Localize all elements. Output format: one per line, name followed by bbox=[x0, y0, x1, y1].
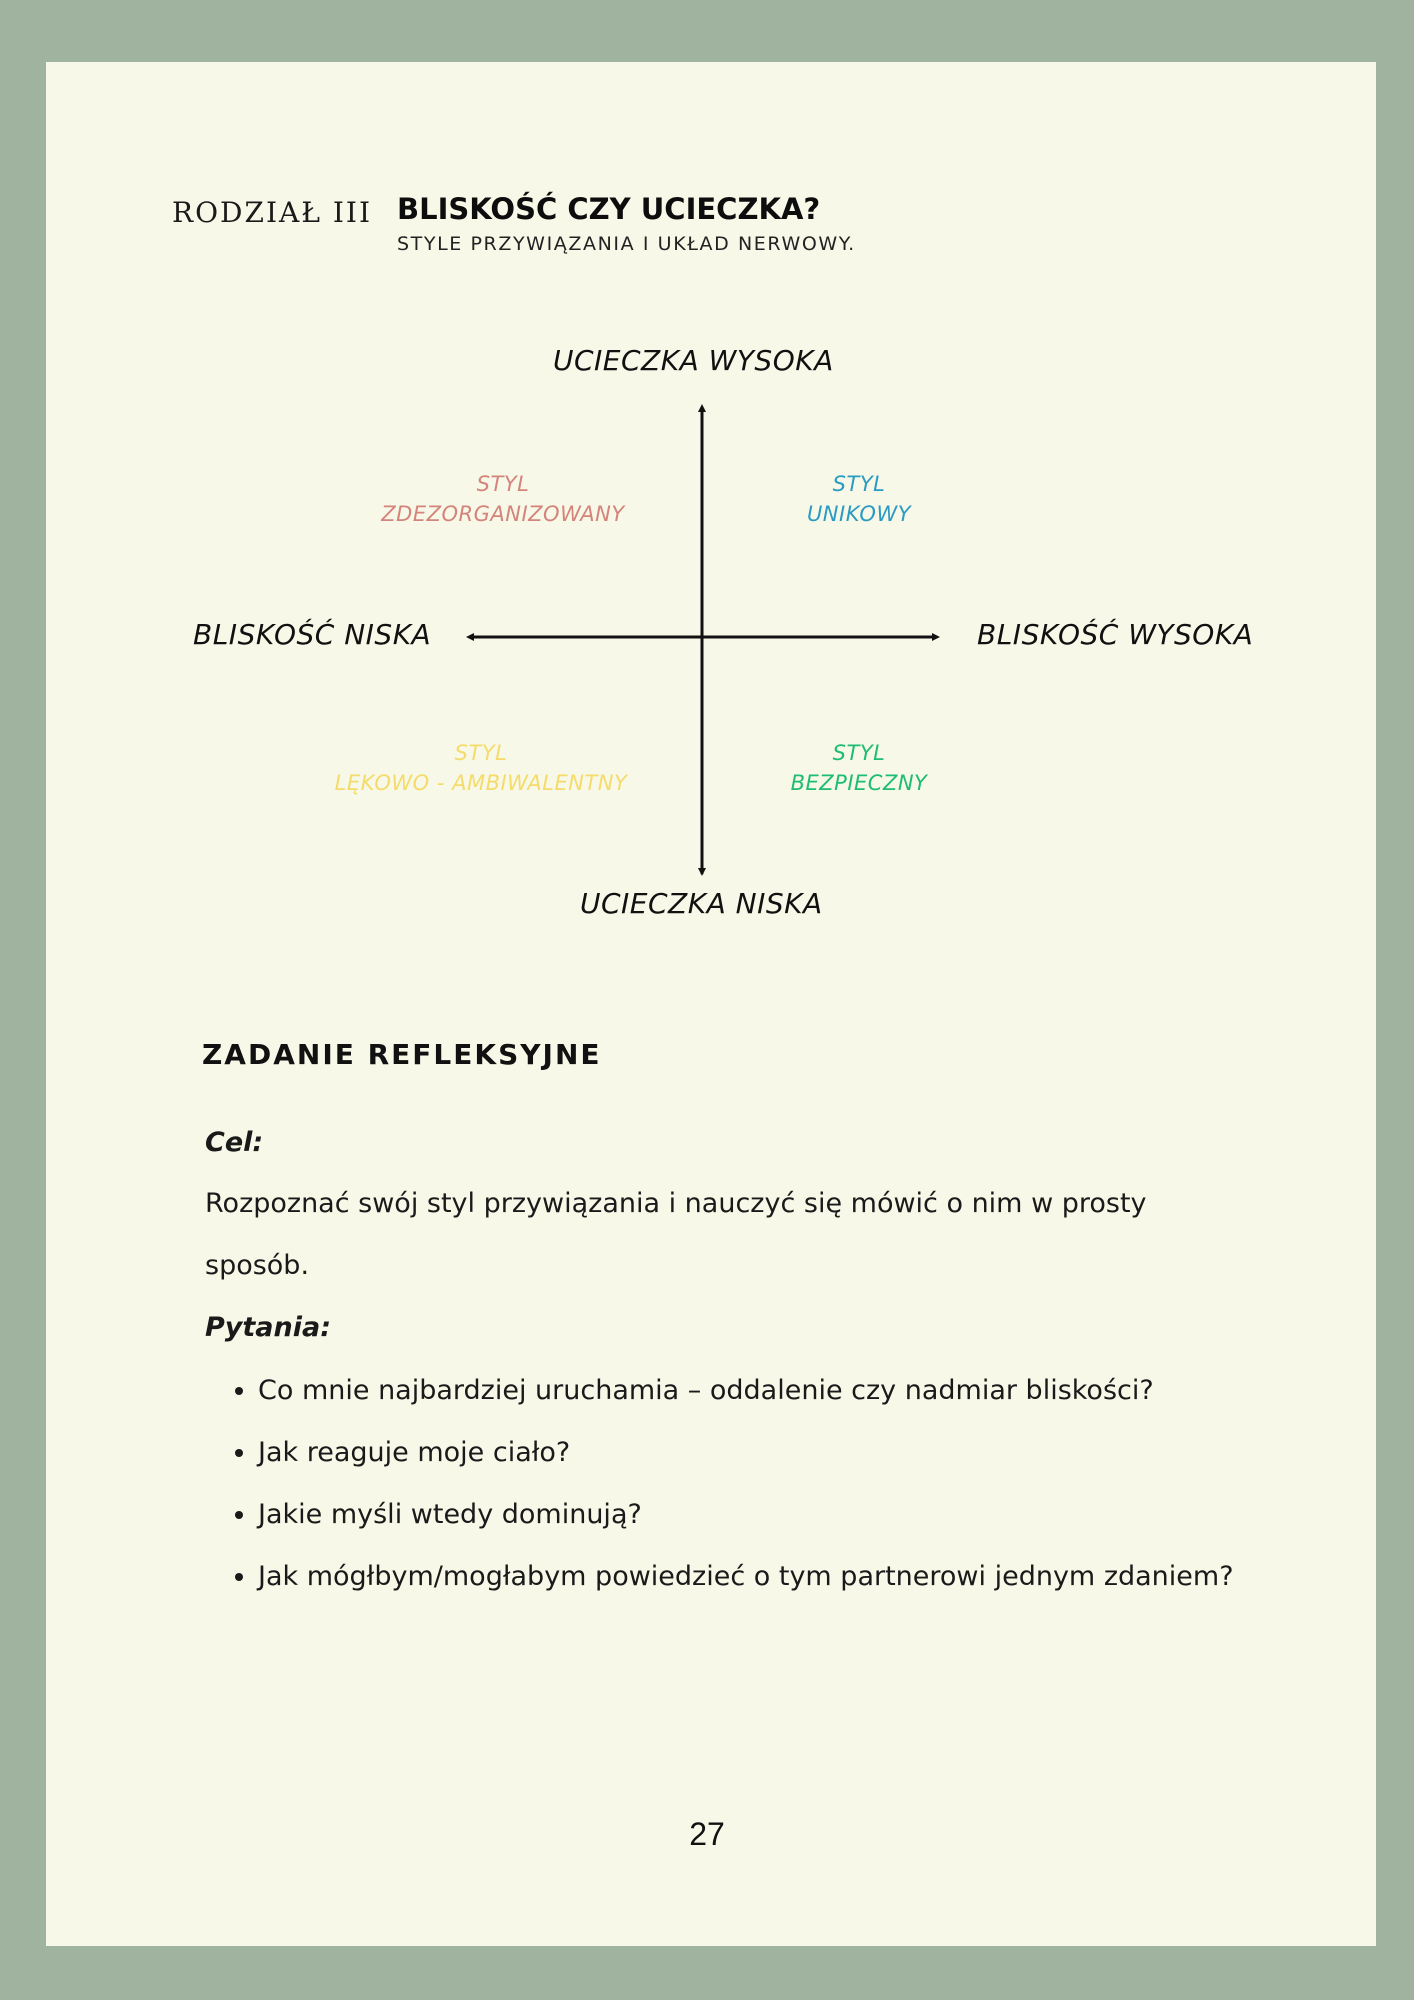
questions-label: Pytania: bbox=[205, 1312, 332, 1343]
axis-label-right: BLISKOŚĆ WYSOKA bbox=[977, 618, 1254, 651]
goal-text: Rozpoznać swój styl przywiązania i nauczyć się mówić o nim w prosty sposób. bbox=[205, 1188, 1147, 1281]
quadrant-secure-line1: STYL bbox=[832, 741, 886, 765]
question-item: • Jakie myśli wtedy dominują? bbox=[258, 1484, 1338, 1546]
goal-label: Cel: bbox=[205, 1127, 264, 1158]
question-item: • Jak reaguje moje ciało? bbox=[258, 1422, 1338, 1484]
chapter-label: RODZIAŁ III bbox=[172, 196, 373, 229]
quadrant-secure bbox=[786, 738, 932, 798]
chapter-title: BLISKOŚĆ CZY UCIECZKA? bbox=[397, 192, 821, 226]
question-item: • Co mnie najbardziej uruchamia – oddalenie czy nadmiar bliskości? bbox=[258, 1360, 1198, 1422]
quadrant-disorganized-line2: ZDEZORGANIZOWANY bbox=[381, 502, 625, 526]
axis-label-left: BLISKOŚĆ NISKA bbox=[193, 618, 432, 651]
quadrant-anxious bbox=[320, 738, 642, 798]
page-number: 27 bbox=[689, 1816, 725, 1852]
quadrant-anxious-line2: LĘKOWO - AMBIWALENTNY bbox=[334, 771, 628, 795]
quadrant-disorganized bbox=[373, 469, 633, 529]
quadrant-avoidant-line2: UNIKOWY bbox=[806, 502, 912, 526]
quadrant-anxious-line1: STYL bbox=[454, 741, 508, 765]
quadrant-secure-line2: BEZPIECZNY bbox=[790, 771, 928, 795]
section-title: ZADANIE REFLEKSYJNE bbox=[202, 1038, 602, 1071]
questions-list bbox=[205, 1360, 1338, 1608]
quadrant-avoidant-line1: STYL bbox=[832, 472, 886, 496]
quadrant-disorganized-line1: STYL bbox=[476, 472, 530, 496]
axis-label-top: UCIECZKA WYSOKA bbox=[553, 344, 834, 377]
chapter-subtitle: STYLE PRZYWIĄZANIA I UKŁAD NERWOWY. bbox=[397, 233, 856, 255]
quadrant-avoidant bbox=[780, 469, 938, 529]
axis-label-bottom: UCIECZKA NISKA bbox=[580, 887, 823, 920]
question-item: • Jak mógłbym/mogłabym powiedzieć o tym partnerowi jednym zdaniem? bbox=[258, 1546, 1338, 1608]
